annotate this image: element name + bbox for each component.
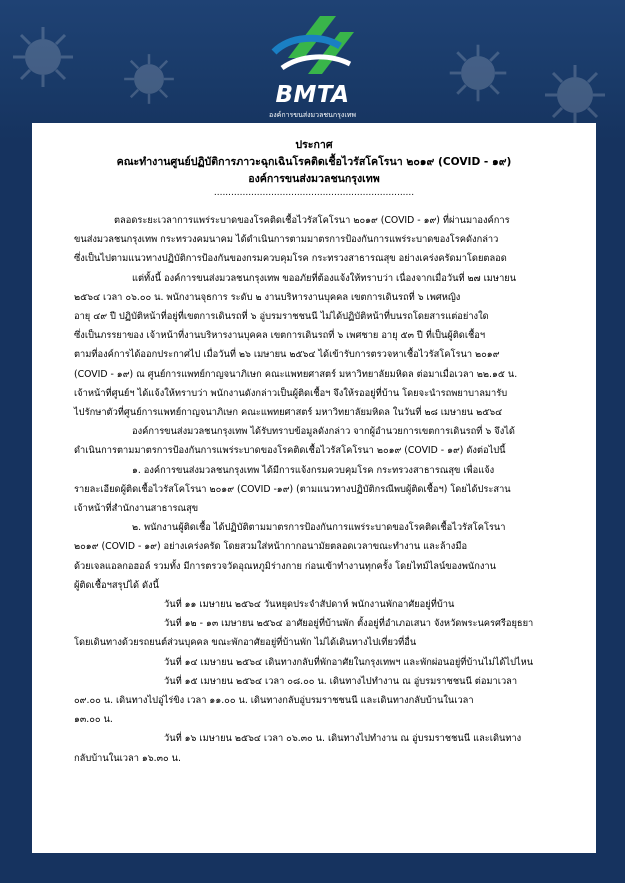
text-line: ผู้ติดเชื้อฯสรุปได้ ดังนี้	[74, 579, 159, 591]
virus-icon	[120, 50, 178, 108]
text-line: ตามที่องค์การได้ออกประกาศไป เมื่อวันที่ ๒๖ เมษายน ๒๕๖๔ ได้เข้ารับการตรวจหาเชื้อไวรัสโคโรนา ๒๐๑๙	[74, 349, 500, 361]
text-line: (COVID - ๑๙) ณ ศูนย์การแพทย์กาญจนาภิเษก คณะแพทยศาสตร์ มหาวิทยาลัยมหิดล ต่อมาเมื่อเวลา ๒๒.๑๕ น.	[74, 368, 518, 380]
text-line: ๑. องค์การขนส่งมวลชนกรุงเทพ ได้มีการแจ้งกรมควบคุมโรค กระทรวงสาธารณสุข เพื่อแจ้ง	[132, 464, 495, 476]
text-line: ด้วยเจลแอลกอฮอล์ รวมทั้ง มีการตรวจวัดอุณหภูมิร่างกาย ก่อนเข้าทำงานทุกครั้ง โดยไทม์ไลน์ของพนักงาน	[74, 560, 497, 572]
announcement-paper	[32, 123, 596, 853]
text-line: ซึ่งเป็นภรรยาของ เจ้าหน้าที่งานบริหารงานบุคคล เขตการเดินรถที่ ๖ เพศชาย อายุ ๕๓ ปี ที่เป็นผู้ติดเชื้อฯ	[74, 330, 486, 342]
timeline-item	[74, 653, 556, 672]
virus-icon	[8, 22, 78, 92]
text-line: โดยเดินทางด้วยรถยนต์ส่วนบุคคล ขณะพักอาศัยอยู่ที่บ้านพัก ไม่ได้เดินทางไปเที่ยวที่อื่น	[74, 637, 417, 649]
text-line: ๐๙.๐๐ น. เดินทางไปอู่ไร่ขิง เวลา ๑๑.๐๐ น. เดินทางกลับอู่บรมราชชนนี และเดินทางกลับบ้านในเวลา	[74, 695, 474, 707]
bmta-logo-mark	[250, 6, 375, 84]
text-line: อายุ ๔๙ ปี ปฏิบัติหน้าที่อยู่ที่เขตการเดินรถที่ ๖ อู่บรมราชชนนี ไม่ได้ปฏิบัติหน้าที่บนรถโดยสารแต่อย่างใด	[74, 311, 489, 323]
text-line: รายละเอียดผู้ติดเชื้อไวรัสโคโรนา ๒๐๑๙ (COVID -๑๙) (ตามแนวทางปฏิบัติกรณีพบผู้ติดเชื้อฯ) โดยได้ประสาน	[74, 483, 511, 495]
separator: ......................................................................	[213, 188, 415, 198]
virus-icon	[540, 60, 610, 130]
timeline-item	[74, 729, 556, 767]
text-line: วันที่ ๑๖ เมษายน ๒๕๖๔ เวลา ๐๖.๓๐ น. เดินทางไปทำงาน ณ อู่บรมราชชนนี และเดินทาง	[164, 733, 522, 745]
timeline-item	[74, 672, 556, 730]
timeline-item	[74, 595, 556, 614]
text-line: วันที่ ๑๑ เมษายน ๒๕๖๔ วันหยุดประจำสัปดาห์ พนักงานพักอาศัยอยู่ที่บ้าน	[164, 599, 455, 611]
organization-name: องค์การขนส่งมวลชนกรุงเทพ	[248, 173, 380, 185]
text-line: ขนส่งมวลชนกรุงเทพ กระทรวงคมนาคม ได้ดำเนินการตามมาตรการป้องกันการแพร่ระบาดของโรคดังกล่าว	[74, 234, 499, 246]
text-line: กลับบ้านในเวลา ๑๖.๓๐ น.	[74, 752, 181, 764]
logo-subtitle: องค์การขนส่งมวลชนกรุงเทพ	[269, 111, 356, 119]
text-line: ๒. พนักงานผู้ติดเชื้อ ได้ปฏิบัติตามมาตรการป้องกันการแพร่ระบาดของโรคติดเชื้อไวรัสโคโรนา	[132, 522, 506, 534]
paragraph	[74, 518, 556, 595]
announcement-header	[32, 137, 596, 188]
text-line: ๒๕๖๔ เวลา ๐๖.๐๐ น. พนักงานจุธการ ระดับ ๒ งานบริหารงานบุคคล เขตการเดินรถที่ ๖ เพศหญิง	[74, 291, 461, 303]
timeline-item	[74, 614, 556, 652]
announcement-title: ประกาศ	[295, 139, 333, 151]
text-line: แต่ทั้งนี้ องค์การขนส่งมวลชนกรุงเทพ ขออภัยที่ต้องแจ้งให้ทราบว่า เนื่องจากเมื่อวันที่ ๒๗ เมษายน	[132, 272, 517, 284]
paragraph	[74, 269, 556, 423]
text-line: ซึ่งเป็นไปตามแนวทางปฏิบัติการป้องกันของกรมควบคุมโรค กระทรวงสาธารณสุข อย่างเคร่งครัดมาโดยตลอด	[74, 253, 507, 265]
virus-icon	[445, 40, 511, 106]
bmta-logo	[250, 6, 375, 118]
text-line: วันที่ ๑๒ - ๑๓ เมษายน ๒๕๖๔ อาศัยอยู่ที่บ้านพัก ตั้งอยู่ที่อำเภอเสนา จังหวัดพระนครศรีอยุธยา	[164, 618, 534, 630]
text-line: ไปรักษาตัวที่ศูนย์การแพทย์กาญจนาภิเษก คณะแพทยศาสตร์ มหาวิทยาลัยมหิดล ในวันที่ ๒๘ เมษายน ๒๕๖๔	[74, 407, 503, 419]
text-line: ตลอดระยะเวลาการแพร่ระบาดของโรคติดเชื้อไวรัสโคโรนา ๒๐๑๙ (COVID - ๑๙) ที่ผ่านมาองค์การ	[114, 215, 510, 226]
paragraph	[74, 211, 556, 269]
text-line: วันที่ ๑๕ เมษายน ๒๕๖๔ เวลา ๐๘.๐๐ น. เดินทางไปทำงาน ณ อู่บรมราชชนนี ต่อมาเวลา	[164, 675, 518, 687]
paragraph	[74, 461, 556, 519]
announcement-subtitle: คณะทำงานศูนย์ปฏิบัติการภาวะฉุกเฉินโรคติดเชื้อไวรัสโคโรนา ๒๐๑๙ (COVID - ๑๙)	[116, 156, 512, 168]
text-line: เจ้าหน้าที่สำนักงานสาธารณสุข	[74, 503, 199, 515]
text-line: ๑๓.๐๐ น.	[74, 714, 113, 726]
logo-text: BMTA	[275, 82, 350, 108]
text-line: ดำเนินการตามมาตรการป้องกันการแพร่ระบาดของโรคติดเชื้อไวรัสโคโรนา ๒๐๑๙ (COVID - ๑๙) ดังต่อไปนี้	[74, 445, 506, 457]
text-line: องค์การขนส่งมวลชนกรุงเทพ ได้รับทราบข้อมูลดังกล่าว จากผู้อำนวยการเขตการเดินรถที่ ๖ จึงได้	[132, 426, 515, 438]
announcement-body	[74, 211, 556, 768]
text-line: เจ้าหน้าที่ศูนย์ฯ ได้แจ้งให้ทราบว่า พนักงานดังกล่าวเป็นผู้ติดเชื้อฯ จึงให้รออยู่ที่บ้าน โดยจะนำรถพยาบาลมารับ	[74, 387, 508, 399]
paragraph	[74, 422, 556, 460]
text-line: ๒๐๑๙ (COVID - ๑๙) อย่างเคร่งครัด โดยสวมใส่หน้ากากอนามัยตลอดเวลาขณะทำงาน และล้างมือ	[74, 541, 468, 553]
text-line: วันที่ ๑๔ เมษายน ๒๕๖๔ เดินทางกลับที่พักอาศัยในกรุงเทพฯ และพักผ่อนอยู่ที่บ้านไม่ได้ไปไหน	[164, 656, 534, 668]
